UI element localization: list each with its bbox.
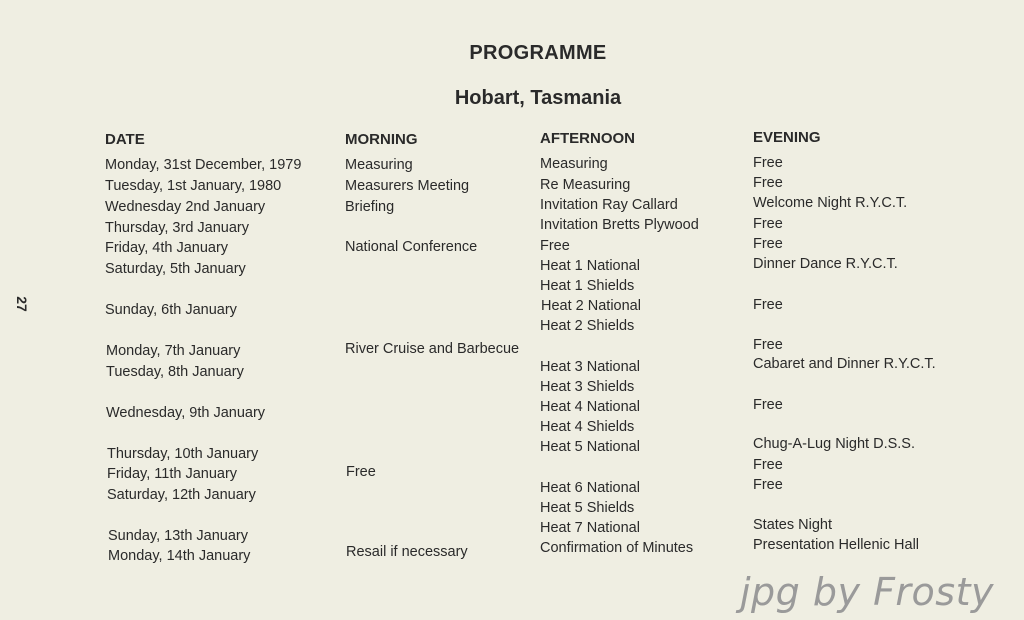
- afternoon-cell: Heat 3 Shields: [540, 379, 635, 395]
- evening-cell: States Night: [753, 517, 832, 533]
- evening-cell: Free: [753, 236, 783, 252]
- date-cell: Friday, 11th January: [107, 466, 238, 482]
- afternoon-cell: Heat 1 National: [540, 258, 640, 274]
- afternoon-cell: Heat 6 National: [540, 480, 640, 496]
- evening-cell: Free: [753, 216, 783, 232]
- evening-cell: Presentation Hellenic Hall: [753, 537, 920, 553]
- date-cell: Wednesday, 9th January: [106, 405, 266, 421]
- date-cell: Sunday, 6th January: [105, 302, 237, 318]
- evening-cell: Free: [753, 477, 783, 493]
- afternoon-cell: Heat 2 National: [541, 298, 641, 314]
- morning-cell: Resail if necessary: [346, 544, 468, 560]
- afternoon-cell: Re Measuring: [540, 177, 631, 193]
- morning-cell: Free: [346, 464, 376, 480]
- morning-cell: National Conference: [345, 239, 478, 255]
- afternoon-cell: Heat 2 Shields: [540, 318, 635, 334]
- date-cell: Tuesday, 1st January, 1980: [105, 178, 282, 194]
- date-cell: Monday, 31st December, 1979: [105, 157, 302, 173]
- date-cell: Friday, 4th January: [105, 240, 229, 256]
- date-cell: Thursday, 10th January: [107, 446, 259, 462]
- afternoon-cell: Invitation Ray Callard: [540, 197, 678, 213]
- date-cell: Wednesday 2nd January: [105, 199, 266, 215]
- header-evening: EVENING: [753, 129, 821, 146]
- evening-cell: Free: [753, 297, 783, 313]
- afternoon-cell: Heat 4 Shields: [540, 419, 635, 435]
- afternoon-cell: Free: [540, 238, 570, 254]
- evening-cell: Dinner Dance R.Y.C.T.: [753, 256, 898, 272]
- header-afternoon: AFTERNOON: [540, 130, 635, 147]
- date-cell: Tuesday, 8th January: [106, 364, 244, 380]
- date-cell: Saturday, 5th January: [105, 261, 246, 277]
- afternoon-cell: Heat 7 National: [540, 520, 640, 536]
- afternoon-cell: Heat 1 Shields: [540, 278, 635, 294]
- evening-cell: Free: [753, 457, 783, 473]
- page-title: PROGRAMME: [469, 42, 607, 64]
- afternoon-cell: Measuring: [540, 156, 608, 172]
- date-cell: Monday, 14th January: [108, 548, 251, 564]
- date-cell: Saturday, 12th January: [107, 487, 256, 503]
- watermark: jpg by Frosty: [740, 570, 994, 614]
- morning-cell: Measuring: [345, 157, 413, 173]
- page-number: 27: [13, 296, 30, 312]
- header-morning: MORNING: [345, 131, 418, 148]
- evening-cell: Welcome Night R.Y.C.T.: [753, 195, 908, 211]
- afternoon-cell: Invitation Bretts Plywood: [540, 217, 699, 233]
- morning-cell: Measurers Meeting: [345, 178, 470, 194]
- afternoon-cell: Confirmation of Minutes: [540, 540, 694, 556]
- header-date: DATE: [105, 131, 145, 148]
- afternoon-cell: Heat 3 National: [540, 359, 640, 375]
- evening-cell: Free: [753, 155, 783, 171]
- evening-cell: Chug-A-Lug Night D.S.S.: [753, 436, 915, 452]
- date-cell: Monday, 7th January: [106, 343, 241, 359]
- evening-cell: Cabaret and Dinner R.Y.C.T.: [753, 356, 936, 372]
- evening-cell: Free: [753, 337, 783, 353]
- evening-cell: Free: [753, 397, 783, 413]
- page-subtitle: Hobart, Tasmania: [454, 87, 622, 109]
- evening-cell: Free: [753, 175, 783, 191]
- morning-cell: River Cruise and Barbecue: [345, 341, 520, 357]
- date-cell: Thursday, 3rd January: [105, 220, 249, 236]
- afternoon-cell: Heat 5 Shields: [540, 500, 635, 516]
- afternoon-cell: Heat 5 National: [540, 439, 640, 455]
- date-cell: Sunday, 13th January: [108, 528, 248, 544]
- afternoon-cell: Heat 4 National: [540, 399, 640, 415]
- morning-cell: Briefing: [345, 199, 395, 215]
